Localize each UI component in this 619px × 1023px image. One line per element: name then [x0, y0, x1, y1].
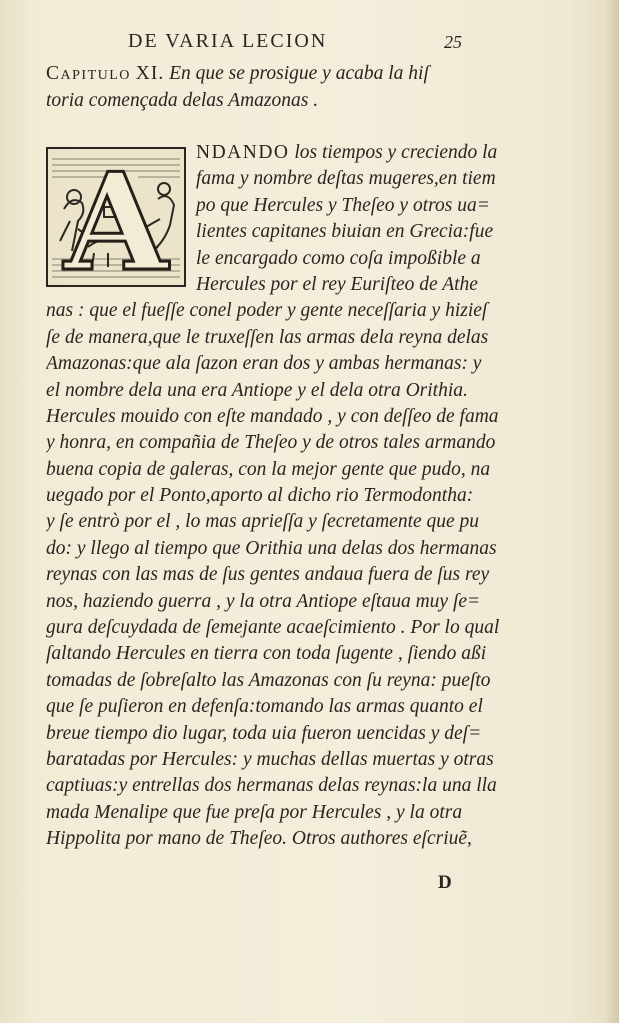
body-line: Hercules por el rey Euriſteo de Athe [196, 273, 478, 295]
chapter-title-line-2: toria començada delas Amazonas . [46, 90, 319, 111]
body-line: gura deſcuydada de ſemejante acaeſcimiento . Por lo qual [46, 617, 500, 639]
body-line: que ſe puſieron en defenſa:tomando las armas quanto el [46, 696, 483, 718]
body-line: y honra, en compañia de Theſeo y de otros tales armando [46, 432, 496, 454]
body-line: mada Menalipe que fue preſa por Hercules , y la otra [46, 801, 463, 823]
body-line: tomadas de ſobreſalto las Amazonas con ſu reyna: pueſto [46, 669, 491, 691]
body-line: nas : que el fueſſe conel poder y gente neceſſaria y hizieſ [46, 300, 488, 322]
chapter-number: XI. [135, 63, 165, 84]
body-line: el nombre dela una era Antiope y el dela otra Orithia. [46, 379, 468, 401]
page-number: 25 [444, 32, 462, 52]
body-line: nos, haziendo guerra , y la otra Antiope eſtaua muy ſe= [46, 590, 481, 612]
body-line: Hippolita por mano de Theſeo. Otros authores eſcriuẽ, [46, 828, 472, 850]
initial-letter: A [64, 149, 168, 285]
body-line: fama y nombre deſtas mugeres,en tiem [196, 168, 496, 190]
body-line: ſaltando Hercules en tierra con toda ſugente , ſiendo aßi [46, 643, 487, 665]
body-line: y ſe entrò por el , lo mas aprieſſa y ſecretamente que pu [46, 511, 480, 533]
running-head [128, 30, 468, 56]
body-line: breue tiempo dio lugar, toda uia fueron uencidas y deſ= [46, 722, 482, 744]
body-line: captiuas:y entrellas dos hermanas delas reynas:la una lla [46, 775, 497, 797]
body-line: do: y llego al tiempo que Orithia una delas dos hermanas [46, 537, 497, 559]
body-line: Hercules mouido con eſte mandado , y con deſſeo de fama [46, 405, 499, 427]
body-text [46, 140, 516, 853]
body-line: po que Hercules y Theſeo y otros ua= [196, 194, 490, 216]
page-edge-shadow [605, 0, 619, 1023]
chapter-title-line-1: En que se prosigue y acaba la hiſ [169, 63, 429, 84]
body-line: ſe de manera,que le truxeſſen las armas dela reyna delas [46, 326, 489, 348]
chapter-label: Capitulo [46, 63, 131, 84]
body-line: reynas con las mas de ſus gentes andaua fuera de ſus rey [46, 564, 490, 586]
lead-caps: NDANDO [196, 142, 290, 163]
body-line: NDANDO los tiempos y creciendo la [196, 142, 498, 163]
body-line: lientes capitanes biuian en Grecia:fue [196, 221, 494, 243]
body-line: buena copia de galeras, con la mejor gente que pudo, na [46, 458, 491, 480]
running-title: DE VARIA LECION [128, 30, 328, 52]
body-line: le encargado como coſa impoßible a [196, 247, 481, 269]
body-line: Amazonas:que ala ſazon eran dos y ambas hermanas: y [46, 353, 482, 375]
body-line: baratadas por Hercules: y muchas dellas muertas y otras [46, 748, 494, 770]
catchword: D [438, 872, 452, 893]
chapter-heading [46, 60, 516, 114]
body-line: uegado por el Ponto,aporto al dicho rio Termodontha: [46, 485, 474, 507]
